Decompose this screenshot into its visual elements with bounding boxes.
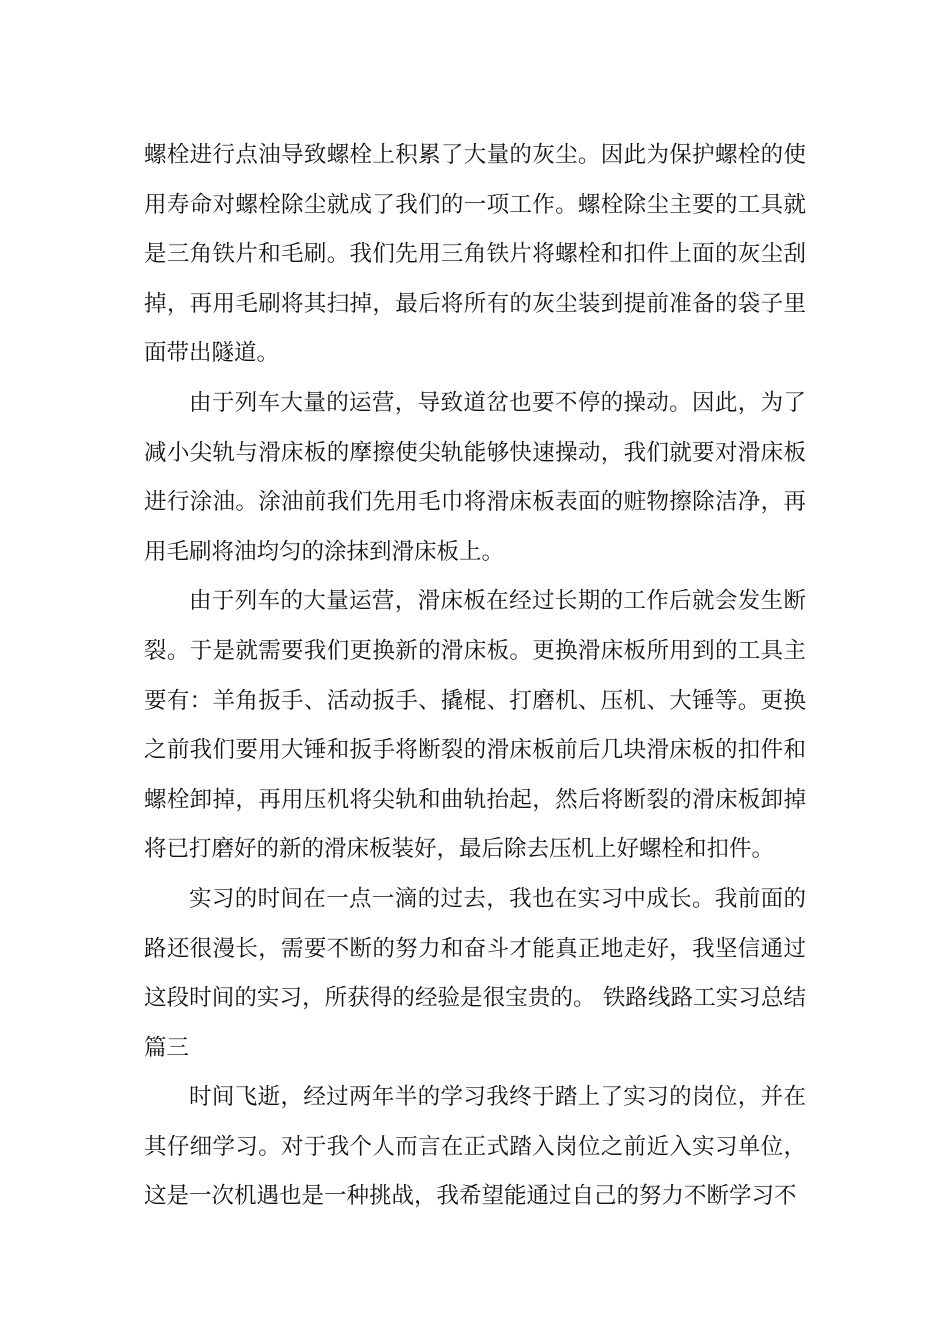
paragraph-2: 由于列车大量的运营，导致道岔也要不停的操动。因此，为了减小尖轨与滑床板的摩擦使尖轨能够快速操动，我们就要对滑床板进行涂油。涂油前我们先用毛巾将滑床板表面的赃物擦除洁净，再用毛刷将油均匀的涂抹到滑床板上。	[144, 389, 806, 565]
document-body	[144, 131, 806, 1222]
paragraph-3: 由于列车的大量运营，滑床板在经过长期的工作后就会发生断裂。于是就需要我们更换新的滑床板。更换滑床板所用到的工具主要有：羊角扳手、活动扳手、撬棍、打磨机、压机、大锤等。更换之前我们要用大锤和扳手将断裂的滑床板前后几块滑床板的扣件和螺栓卸掉，再用压机将尖轨和曲轨抬起，然后将断裂的滑床板卸掉将已打磨好的新的滑床板装好，最后除去压机上好螺栓和扣件。	[144, 588, 806, 863]
paragraph-4: 实习的时间在一点一滴的过去，我也在实习中成长。我前面的路还很漫长，需要不断的努力和奋斗才能真正地走好，我坚信通过这段时间的实习，所获得的经验是很宝贵的。 铁路线路工实习总结篇三	[144, 885, 806, 1061]
paragraph-5: 时间飞逝，经过两年半的学习我终于踏上了实习的岗位，并在其仔细学习。对于我个人而言在正式踏入岗位之前近入实习单位，这是一次机遇也是一种挑战，我希望能通过自己的努力不断学习不	[144, 1084, 806, 1210]
paragraph-1: 螺栓进行点油导致螺栓上积累了大量的灰尘。因此为保护螺栓的使用寿命对螺栓除尘就成了我们的一项工作。螺栓除尘主要的工具就是三角铁片和毛刷。我们先用三角铁片将螺栓和扣件上面的灰尘刮掉，再用毛刷将其扫掉，最后将所有的灰尘装到提前准备的袋子里面带出隧道。	[144, 142, 806, 367]
